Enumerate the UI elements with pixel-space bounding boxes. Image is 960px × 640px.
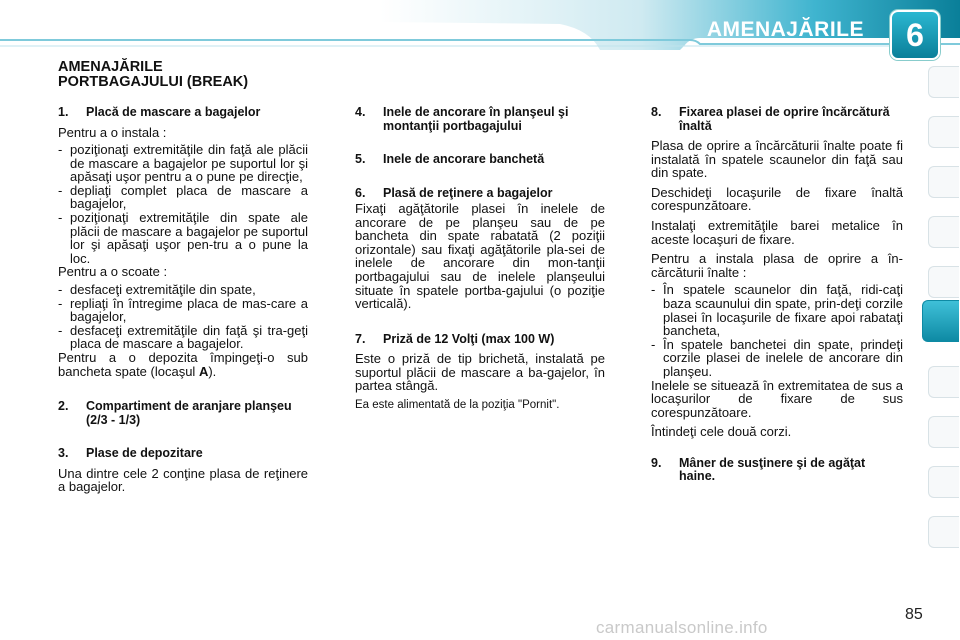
list-item: - poziţionaţi extremităţile din spate ale plăcii de mascare a bagajelor pe suportul lor şi apăsaţi uşor pen-tru a o pune la loc.	[58, 210, 308, 266]
chapter-title: AMENAJĂRILE	[706, 18, 864, 41]
column-middle	[355, 106, 605, 413]
chapter-tab[interactable]	[928, 216, 959, 248]
watermark: carmanualsonline.info	[596, 618, 768, 637]
heading-1	[58, 106, 308, 120]
chapter-tab[interactable]	[928, 66, 959, 98]
list-item: - poziţionaţi extremităţile din faţă ale plăcii de mascare a bagajelor pe suportul lor şi apăsaţi uşor pentru a o pune pe direcţie,	[58, 142, 308, 185]
chapter-tabs	[928, 66, 960, 578]
paragraph: Întindeţi cele două corzi.	[651, 424, 792, 440]
install-intro: Pentru a o instala :	[58, 124, 167, 140]
chapter-tab[interactable]	[928, 166, 959, 198]
heading-4: 4. Inele de ancorare în planşeul şi montanţii portbagajului	[355, 105, 569, 133]
chapter-tab[interactable]	[928, 266, 959, 298]
heading-number: 1.	[58, 105, 69, 119]
chapter-number-badge: 6	[890, 10, 940, 60]
page-number: 85	[905, 606, 923, 623]
chapter-tab-active[interactable]	[922, 300, 959, 342]
paragraph: Una dintre cele 2 conţine plasa de reţinere a bagajelor.	[58, 465, 308, 495]
list-item: - desfaceţi extremităţile din spate,	[58, 282, 256, 298]
section-title-line1: AMENAJĂRILE	[58, 59, 163, 75]
list-item: - desfaceţi extremităţile din faţă şi tra-geţi placa de mascare a bagajelor.	[58, 322, 308, 352]
heading-3: 3. Plase de depozitare	[58, 446, 203, 461]
paragraph: Inelele se situează în extremitatea de sus a locaşurilor de fixare de sus corespunzătoare.	[651, 377, 903, 420]
paragraph: Plasa de oprire a încărcăturii înalte poate fi instalată în spatele scaunelor din faţă sau din spate.	[651, 138, 903, 181]
chapter-tab[interactable]	[928, 366, 959, 398]
heading-text: Placă de mascare a bagajelor	[86, 105, 261, 119]
note: Ea este alimentată de la poziţia "Pornit".	[355, 399, 560, 412]
paragraph: Pentru a instala plasa de oprire a în-cărcăturii înalte :	[651, 251, 903, 280]
list-item: - În spatele banchetei din spate, prindeţi corzile plasei de inelele de ancorare din planşeu.	[651, 336, 903, 379]
column-left	[58, 60, 308, 494]
column-right	[651, 106, 903, 486]
heading-8: 8. Fixarea plasei de oprire încărcătură înaltă	[651, 105, 890, 133]
heading-6: 6. Plasă de reţinere a bagajelor	[355, 185, 553, 200]
section-title	[58, 60, 308, 90]
location-letter: A	[198, 363, 209, 379]
paragraph: Deschideţi locaşurile de fixare înaltă corespunzătoare.	[651, 184, 903, 214]
paragraph: Fixaţi agăţătorile plasei în inelele de ancorare de pe planşeu sau de pe bancheta din spate rabatată (2 poziţii orizontale) sau fixaţi agăţătorile pla-sei de inelele de ancorare din mon-tanţii portbagajului sau de inelele planşeului situate în spatele portba-gajului (o poziţie verticală).	[355, 201, 605, 312]
paragraph: Este o priză de tip brichetă, instalată pe suportul plăcii de mascare a ba-gajelor, în partea stângă.	[355, 351, 605, 394]
list-item: - depliaţi complet placa de mascare a bagajelor,	[58, 182, 308, 212]
heading-5: 5. Inele de ancorare banchetă	[355, 152, 545, 166]
remove-intro: Pentru a o scoate :	[58, 264, 168, 280]
heading-9: 9. Mâner de susţinere şi de agăţat haine.	[651, 455, 866, 484]
list-item: - În spatele scaunelor din faţă, ridi-caţi baza scaunului din spate, prin-deţi corzile plasei în locaşurile de fixare apoi rabataţi bancheta,	[651, 282, 903, 339]
paragraph: Instalaţi extremităţile barei metalice în aceste locaşuri de fixare.	[651, 217, 903, 247]
section-title-line2: PORTBAGAJULUI (BREAK)	[58, 74, 249, 90]
chapter-tab[interactable]	[928, 466, 959, 498]
heading-7: 7. Priză de 12 Volţi (max 100 W)	[355, 331, 555, 346]
store-paragraph: Pentru a o depozita împingeţi-o sub bancheta spate (locaşul A).	[58, 350, 308, 379]
heading-2: 2. Compartiment de aranjare planşeu (2/3 - 1/3)	[58, 399, 292, 427]
chapter-tab[interactable]	[928, 116, 959, 148]
chapter-tab[interactable]	[928, 416, 959, 448]
chapter-tab[interactable]	[928, 516, 959, 548]
list-item: - repliaţi în întregime placa de mas-care a bagajelor,	[58, 295, 308, 325]
